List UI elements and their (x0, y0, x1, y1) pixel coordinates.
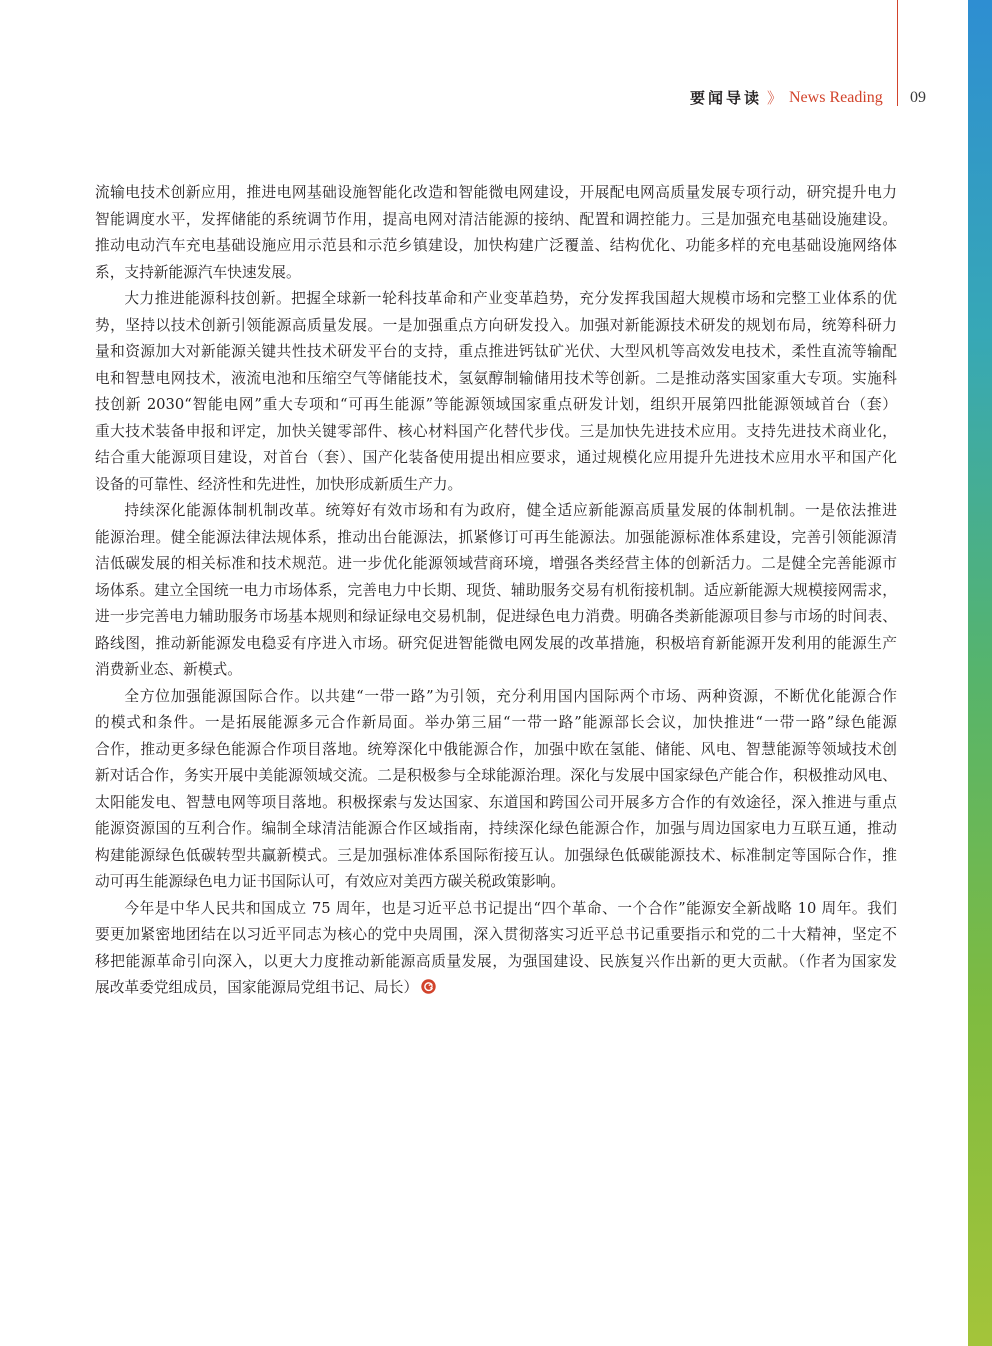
text-line: 推动电动汽车充电基础设施应用示范县和示范乡镇建设，加快构建广泛覆盖、结构优化、功能多样的充电基础设施网络体 (95, 237, 897, 254)
text-line: 智能调度水平，发挥储能的系统调节作用，提高电网对清洁能源的接纳、配置和调控能力。三是加强充电基础设施建设。 (95, 210, 897, 228)
paragraph (95, 286, 897, 498)
text-line: 能源治理。健全能源法律法规体系，推动出台能源法，抓紧修订可再生能源法。加强能源标准体系建设，完善引领能源清 (95, 528, 897, 546)
text-line: 太阳能发电、智慧电网等项目落地。积极探索与发达国家、东道国和跨国公司开展多方合作的有效途径，深入推进与重点 (95, 793, 897, 811)
end-mark-icon (421, 979, 436, 994)
text-line: 合作，推动更多绿色能源合作项目落地。统筹深化中俄能源合作，加强中欧在氢能、储能、风电、智慧能源等领域技术创 (95, 740, 897, 758)
text-line-content: 展改革委党组成员，国家能源局党组书记、局长） (95, 979, 419, 996)
text-line: 电和智慧电网技术，液流电池和压缩空气等储能技术，氢氨醇制输储用技术等创新。二是推动落实国家重大专项。实施科 (95, 369, 897, 387)
text-line: 动可再生能源绿色电力证书国际认可，有效应对美西方碳关税政策影响。 (95, 873, 566, 890)
header-divider-line (897, 0, 898, 106)
section-title-cn: 要闻导读 (690, 89, 763, 107)
text-line: 能源资源国的互利合作。编制全球清洁能源合作区域指南，持续深化绿色能源合作，加强与周边国家电力互联互通，推动 (95, 820, 897, 837)
text-line: 势，坚持以技术创新引领能源高质量发展。一是加强重点方向研发投入。加强对新能源技术研发的规划布局，统筹科研力 (95, 316, 897, 334)
section-title-en: News Reading (789, 89, 883, 106)
text-line: 重大技术装备申报和评定，加快关键零部件、核心材料国产化替代步伐。三是加快先进技术应用。支持先进技术商业化， (95, 422, 897, 440)
text-line: 结合重大能源项目建设，对首台（套）、国产化装备使用提出相应要求，通过规模化应用提升先进技术应用水平和国产化 (95, 449, 897, 466)
chevron-double-right-icon: 》 (767, 89, 783, 107)
text-line: 技创新 2030“智能电网”重大专项和“可再生能源”等能源领域国家重点研发计划，组织开展第四批能源领域首台（套） (95, 396, 897, 413)
text-line: 全方位加强能源国际合作。以共建“一带一路”为引领，充分利用国内国际两个市场、两种资源，不断优化能源合作 (124, 687, 897, 705)
text-line: 要更加紧密地团结在以习近平同志为核心的党中央周围，深入贯彻落实习近平总书记重要指示和党的二十大精神，坚定不 (95, 926, 897, 943)
paragraph (95, 896, 897, 1002)
text-line (95, 975, 897, 1002)
paragraph (95, 498, 897, 684)
text-line: 设备的可靠性、经济性和先进性，加快形成新质生产力。 (95, 475, 463, 493)
text-line: 流输电技术创新应用，推进电网基础设施智能化改造和智能微电网建设，开展配电网高质量发展专项行动，研究提升电力 (95, 184, 897, 201)
text-line: 进一步完善电力辅助服务市场基本规则和绿证绿电交易机制，促进绿色电力消费。明确各类新能源项目参与市场的时间表、 (95, 608, 897, 625)
text-line: 场体系。建立全国统一电力市场体系，完善电力中长期、现货、辅助服务交易有机衔接机制。适应新能源大规模接网需求， (95, 581, 897, 599)
text-line: 系，支持新能源汽车快速发展。 (95, 263, 301, 281)
text-line: 今年是中华人民共和国成立 75 周年，也是习近平总书记提出“四个革命、一个合作”能源安全新战略 10 周年。我们 (124, 899, 897, 917)
paragraph (95, 180, 897, 286)
paragraph (95, 684, 897, 896)
text-line: 的模式和条件。一是拓展能源多元合作新局面。举办第三届“一带一路”能源部长会议，加快推进“一带一路”绿色能源 (95, 714, 897, 731)
side-color-bar (968, 0, 992, 1346)
article-body (95, 180, 897, 1002)
text-line: 大力推进能源科技创新。把握全球新一轮科技革命和产业变革趋势，充分发挥我国超大规模市场和完整工业体系的优 (124, 290, 897, 307)
page-number: 09 (910, 89, 926, 106)
text-line: 消费新业态、新模式。 (95, 661, 242, 678)
text-line: 路线图，推动新能源发电稳妥有序进入市场。研究促进智能微电网发展的改革措施，积极培育新能源开发利用的能源生产 (95, 634, 897, 652)
text-line: 新对话合作，务实开展中美能源领域交流。二是积极参与全球能源治理。深化与发展中国家绿色产能合作，积极推动风电、 (95, 767, 897, 784)
text-line: 洁低碳发展的相关标准和技术规范。进一步优化能源领域营商环境，增强各类经营主体的创新活力。二是健全完善能源市 (95, 555, 897, 572)
text-line: 量和资源加大对新能源关键共性技术研发平台的支持，重点推进钙钛矿光伏、大型风机等高效发电技术，柔性直流等输配 (95, 343, 897, 360)
text-line: 移把能源革命引向深入，以更大力度推动新能源高质量发展，为强国建设、民族复兴作出新的更大贡献。（作者为国家发 (95, 952, 897, 970)
text-line: 持续深化能源体制机制改革。统筹好有效市场和有为政府，健全适应新能源高质量发展的体制机制。一是依法推进 (124, 502, 897, 519)
text-line: 构建能源绿色低碳转型共赢新模式。三是加强标准体系国际衔接互认。加强绿色低碳能源技术、标准制定等国际合作，推 (95, 846, 897, 864)
